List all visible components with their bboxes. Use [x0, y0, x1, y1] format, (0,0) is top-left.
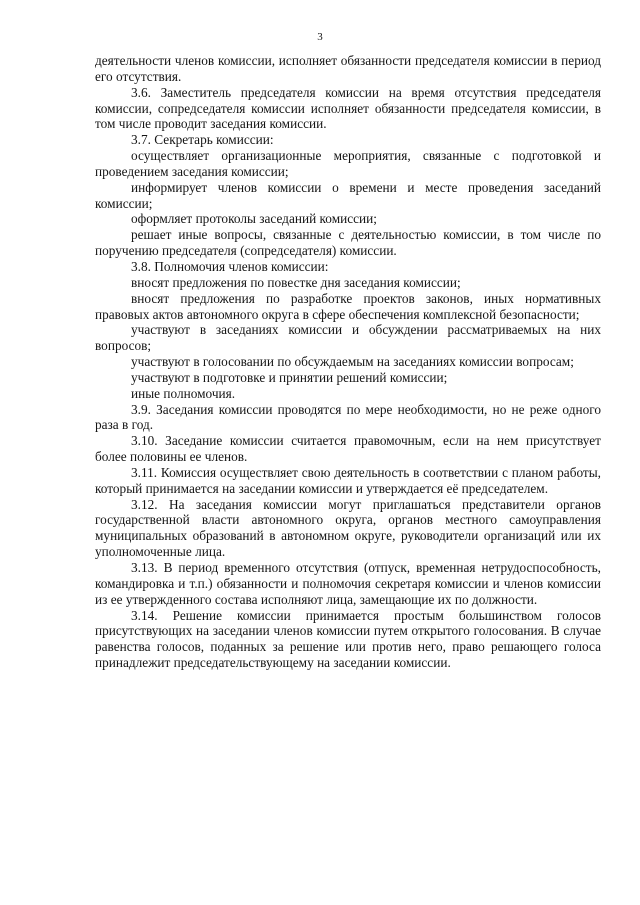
paragraph-3-13: 3.13. В период временного отсутствия (отпуск, временная нетрудоспособность, командировка и т.п.) обязанности и полномочия секретаря комиссии и членов комиссии из ее утвержденного состава исполняют лица, замещающие их по должности. — [95, 560, 601, 607]
list-item: участвуют в голосовании по обсуждаемым на заседаниях комиссии вопросам; — [131, 354, 574, 370]
list-item: осуществляет организационные мероприятия, связанные с подготовкой и проведением заседания комиссии; — [95, 148, 601, 179]
paragraph-3-8-heading: 3.8. Полномочия членов комиссии: — [131, 258, 329, 274]
paragraph-continuation: деятельности членов комиссии, исполняет обязанности председателя комиссии в период его отсутствия. — [95, 53, 601, 84]
paragraph-3-14: 3.14. Решение комиссии принимается простым большинством голосов присутствующих на заседании членов комиссии путем открытого голосования. В случае равенства голосов, поданных за решение или против него, право решающего голоса принадлежит председательствующему на заседании комиссии. — [95, 607, 601, 671]
paragraph-3-7-heading: 3.7. Секретарь комиссии: — [131, 132, 274, 148]
list-item: решает иные вопросы, связанные с деятельностью комиссии, в том числе по поручению председателя (сопредседателя) комиссии. — [95, 227, 601, 259]
paragraph-3-6: 3.6. Заместитель председателя комиссии на время отсутствия председателя комиссии, сопредседателя комиссии исполняет обязанности председателя комиссии, в том числе проводит заседания комиссии. — [95, 84, 601, 132]
list-item: информирует членов комиссии о времени и месте проведения заседаний комиссии; — [95, 179, 601, 211]
paragraph-3-9: 3.9. Заседания комиссии проводятся по мере необходимости, но не реже одного раза в год. — [95, 401, 601, 433]
list-item: оформляет протоколы заседаний комиссии; — [131, 211, 377, 227]
paragraph-3-10: 3.10. Заседание комиссии считается правомочным, если на нем присутствует более половины ее членов. — [95, 433, 601, 465]
list-item: участвуют в заседаниях комиссии и обсуждении рассматриваемых на них вопросов; — [95, 322, 601, 354]
list-item: участвуют в подготовке и принятии решений комиссии; — [131, 369, 448, 385]
page-number: 3 — [317, 31, 323, 43]
paragraph-3-12: 3.12. На заседания комиссии могут приглашаться представители органов государственной власти автономного округа, органов местного самоуправления муниципальных образований в автономном округе, руководители организаций или их уполномоченные лица. — [95, 496, 601, 560]
list-item: иные полномочия. — [131, 385, 236, 401]
paragraph-3-11: 3.11. Комиссия осуществляет свою деятельность в соответствии с планом работы, который принимается на заседании комиссии и утверждается её председателем. — [95, 464, 601, 496]
list-item: вносят предложения по разработке проектов законов, иных нормативных правовых актов автономного округа в сфере обеспечения комплексной безопасности; — [95, 290, 601, 322]
document-body — [95, 53, 601, 671]
list-item: вносят предложения по повестке дня заседания комиссии; — [131, 274, 461, 290]
